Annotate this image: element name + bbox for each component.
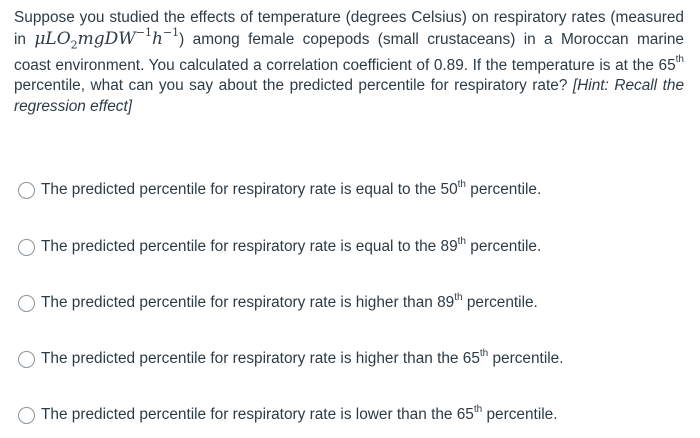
answer-option[interactable] (18, 291, 538, 312)
question-part-2: ) among female copepods (small crustaceans) in a Moroccan marine coast environment. You calculated a correlation coefficient of 0.89. If the temperature is at the 65 (14, 30, 684, 74)
radio-button-icon[interactable] (18, 407, 35, 424)
option-text-before: The predicted percentile for respiratory rate is higher than 89 (41, 294, 455, 311)
option-text-after: percentile. (465, 238, 542, 255)
radio-button-icon[interactable] (18, 351, 35, 368)
radio-button-icon[interactable] (18, 182, 35, 199)
option-ordinal-suffix: th (473, 403, 483, 415)
unit-exponent-1: −1 (135, 25, 152, 39)
question-text (14, 8, 684, 117)
option-ordinal-suffix: th (479, 347, 489, 359)
option-text-before: The predicted percentile for respiratory rate is lower than the 65 (41, 406, 474, 423)
question-part-1: Suppose you studied the effects of temperature (degrees Celsius) on respiratory rates (measured in (14, 9, 684, 48)
radio-button-icon[interactable] (18, 239, 35, 256)
option-text-before: The predicted percentile for respiratory rate is higher than the 65 (41, 350, 480, 367)
unit-subscript-2: 2 (70, 37, 78, 51)
option-text-before: The predicted percentile for respiratory rate is equal to the 50 (41, 181, 458, 198)
option-ordinal-suffix: th (454, 291, 463, 303)
respiratory-rate-unit (34, 25, 180, 51)
answer-option[interactable] (18, 235, 542, 256)
option-text-before: The predicted percentile for respiratory rate is equal to the 89 (41, 238, 458, 255)
unit-mgdw: mgDW (77, 28, 136, 49)
option-ordinal-suffix: th (457, 235, 466, 247)
unit-mu: μ (34, 28, 46, 49)
answer-option[interactable] (18, 403, 558, 424)
question-part-3: percentile, what can you say about the predicted percentile for respiratory rate? (14, 77, 573, 95)
answer-option-label[interactable] (41, 235, 542, 256)
option-text-after: percentile. (482, 406, 558, 423)
unit-h: h (151, 28, 163, 49)
answer-option[interactable] (18, 347, 564, 368)
unit-lo: LO (45, 28, 71, 49)
option-text-after: percentile. (488, 350, 564, 367)
answer-option-label[interactable] (41, 291, 538, 312)
question-ordinal-suffix: th (675, 54, 684, 66)
option-text-after: percentile. (462, 294, 538, 311)
answer-option-label[interactable] (41, 347, 564, 368)
unit-exponent-2: −1 (162, 25, 180, 39)
option-text-after: percentile. (465, 181, 542, 198)
question-hint: [Hint: Recall the regression effect] (14, 77, 685, 115)
answer-option-label[interactable] (41, 403, 558, 424)
answer-option-label[interactable] (41, 178, 542, 199)
radio-button-icon[interactable] (18, 295, 35, 312)
option-ordinal-suffix: th (457, 178, 466, 190)
answer-option[interactable] (18, 178, 542, 199)
